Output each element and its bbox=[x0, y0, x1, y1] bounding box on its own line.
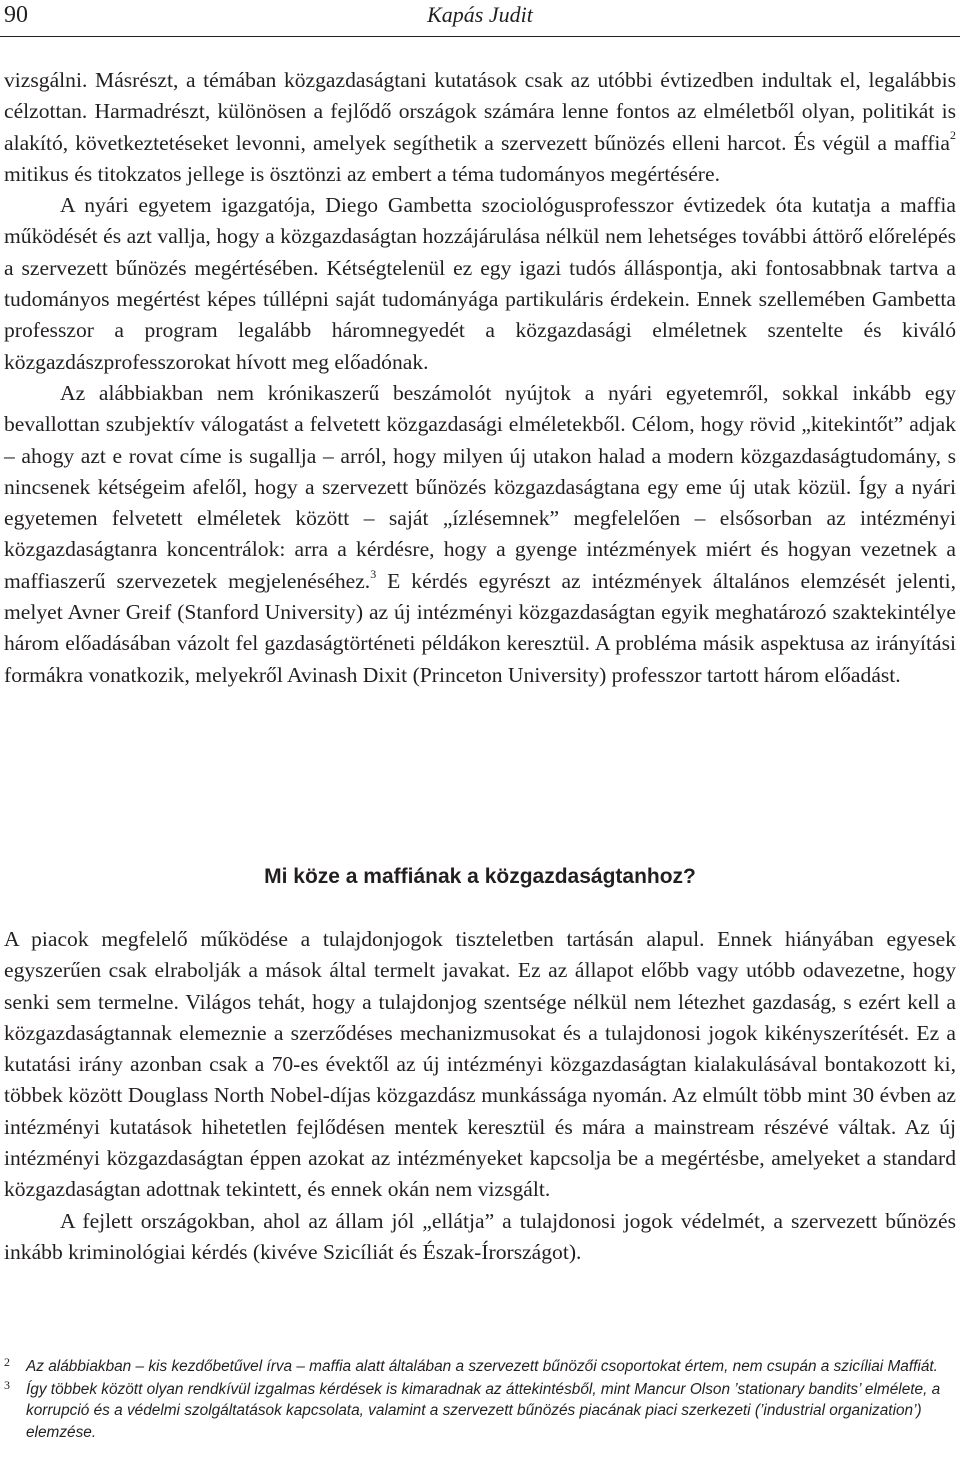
header-rule bbox=[0, 36, 960, 37]
section-body-text bbox=[4, 924, 956, 1268]
page-header bbox=[0, 0, 960, 46]
paragraph: A piacok megfelelő működése a tulajdonjogok tiszteletben tartásán alapul. Ennek hiányában egyesek egyszerűen csak elrabolják a mások által termelt javakat. Ez az állapot előbb vagy utóbb odavezetne, hogy senki sem termelne. Világos tehát, hogy a tulajdonjog szentsége nélkül nem létezhet gazdaság, s ezért kell a közgazdaságtannak elemeznie a szerződéses mechanizmusokat és a tulajdonosi jogok kikényszerítését. Ez a kutatási irány azonban csak a 70-es évektől az új intézményi közgazdaságtan kialakulásával bontakozott ki, többek között Douglass North Nobel-díjas közgazdász munkássága nyomán. Az elmúlt több mint 30 évben az intézményi kutatások hihetetlen fejlődésen mentek keresztül és mára a mainstream részévé váltak. Az új intézményi közgazdaságtan éppen azokat az intézményeket kapcsolja be a megértésbe, amelyeket a standard közgazdaságtan adottnak tekintett, és ennek okán nem vizsgált. bbox=[4, 927, 956, 1202]
section-heading: Mi köze a maffiának a közgazdaságtanhoz? bbox=[264, 865, 696, 888]
body-text bbox=[4, 65, 956, 691]
page-number: 90 bbox=[4, 2, 28, 28]
paragraph-text: Az alábbiakban nem krónikaszerű beszámolót nyújtok a nyári egyetemről, sokkal inkább egy bevallottan szubjektív válogatást a felvetett közgazdasági elméletekből. Célom, hogy rövid „kitekintőt” adjak – ahogy azt e rovat címe is sugallja – arról, hogy milyen új utakon halad a modern közgazdaságtudomány, s nincsenek kétségeim afelől, hogy a szervezett bűnözés közgazdaságtana egy eme új utak közül. Így a nyári egyetemen felvetett elméletek között – saját „ízlésemnek” megfelelően – elsősorban az intézményi közgazdaságtanra koncentrálok: arra a kérdésre, hogy a gyenge intézmények miért és hogyan vezetnek a maffiaszerű szervezetek megjelenéséhez. bbox=[4, 380, 956, 593]
footnote-number: 3 bbox=[4, 1377, 10, 1392]
paragraph-text: E kérdés egyrészt az intézmények általános elemzését jelenti, melyet Avner Greif (Stanford University) az új intézményi közgazdaságtan egyik meghatározó szaktekintélye három előadásában vázolt fel gazdaságtörténeti példákon keresztül. A probléma másik aspektusa az irányítási formákra vonatkozik, melyekről Avinash Dixit (Princeton University) professzor tartott három előadást. bbox=[4, 568, 956, 687]
paragraph-text: vizsgálni. Másrészt, a témában közgazdaságtani kutatások csak az utóbbi évtizedben indultak el, legalábbis célzottan. Harmadrészt, különösen a fejlődő országok számára lenne fontos az elméletből olyan, politikát is alakító, következtetéseket levonni, amelyek segíthetik a szervezett bűnözés elleni harcot. És végül a maffia bbox=[4, 68, 956, 155]
paragraph bbox=[4, 65, 956, 190]
footnotes bbox=[4, 1356, 956, 1444]
paragraph: A nyári egyetem igazgatója, Diego Gambetta szociológusprofesszor évtizedek óta kutatja a maffia működését és azt vallja, hogy a közgazdaságtan hozzájárulása nélkül nem lehetséges további áttörő előrelépés a szervezett bűnözés megértésében. Kétségtelenül ez egy igazi tudós álláspontja, aki fontosabbnak tartva a tudományos megértést képes túllépni saját tudományága partikuláris érdekein. Ennek szellemében Gambetta professzor a program legalább háromnegyedét a közgazdasági elméletnek szentelte és kiváló közgazdászprofesszorokat hívott meg előadónak. bbox=[4, 193, 956, 374]
footnote-ref-3[interactable]: 3 bbox=[370, 566, 377, 581]
footnote-ref-2[interactable]: 2 bbox=[950, 128, 956, 143]
footnote-number: 2 bbox=[4, 1355, 10, 1369]
footnote bbox=[4, 1379, 956, 1444]
running-head-author: Kapás Judit bbox=[427, 2, 533, 27]
footnote-text: Az alábbiakban – kis kezdőbetűvel írva – maffia alatt általában a szervezett bűnözői csoportokat értem, nem csupán a szicíliai Maffiát. bbox=[26, 1358, 938, 1375]
footnote bbox=[4, 1356, 956, 1378]
paragraph bbox=[4, 378, 956, 691]
footnote-text: Így többek között olyan rendkívül izgalmas kérdések is kimaradnak az áttekintésből, mint Mancur Olson ’stationary bandits’ elmélete, a korrupció és a védelmi szolgáltatások kapcsolata, valamint a szervezett bűnözés piacának piaci szerkezeti (’industrial organization’) elemzése. bbox=[26, 1380, 941, 1441]
paragraph: A fejlett országokban, ahol az állam jól „ellátja” a tulajdonosi jogok védelmét, a szervezett bűnözés inkább kriminológiai kérdés (kivéve Szicíliát és Észak-Írországot). bbox=[4, 1208, 956, 1264]
paragraph-text: mitikus és titokzatos jellege is ösztönzi az embert a téma tudományos megértésére. bbox=[4, 161, 720, 186]
